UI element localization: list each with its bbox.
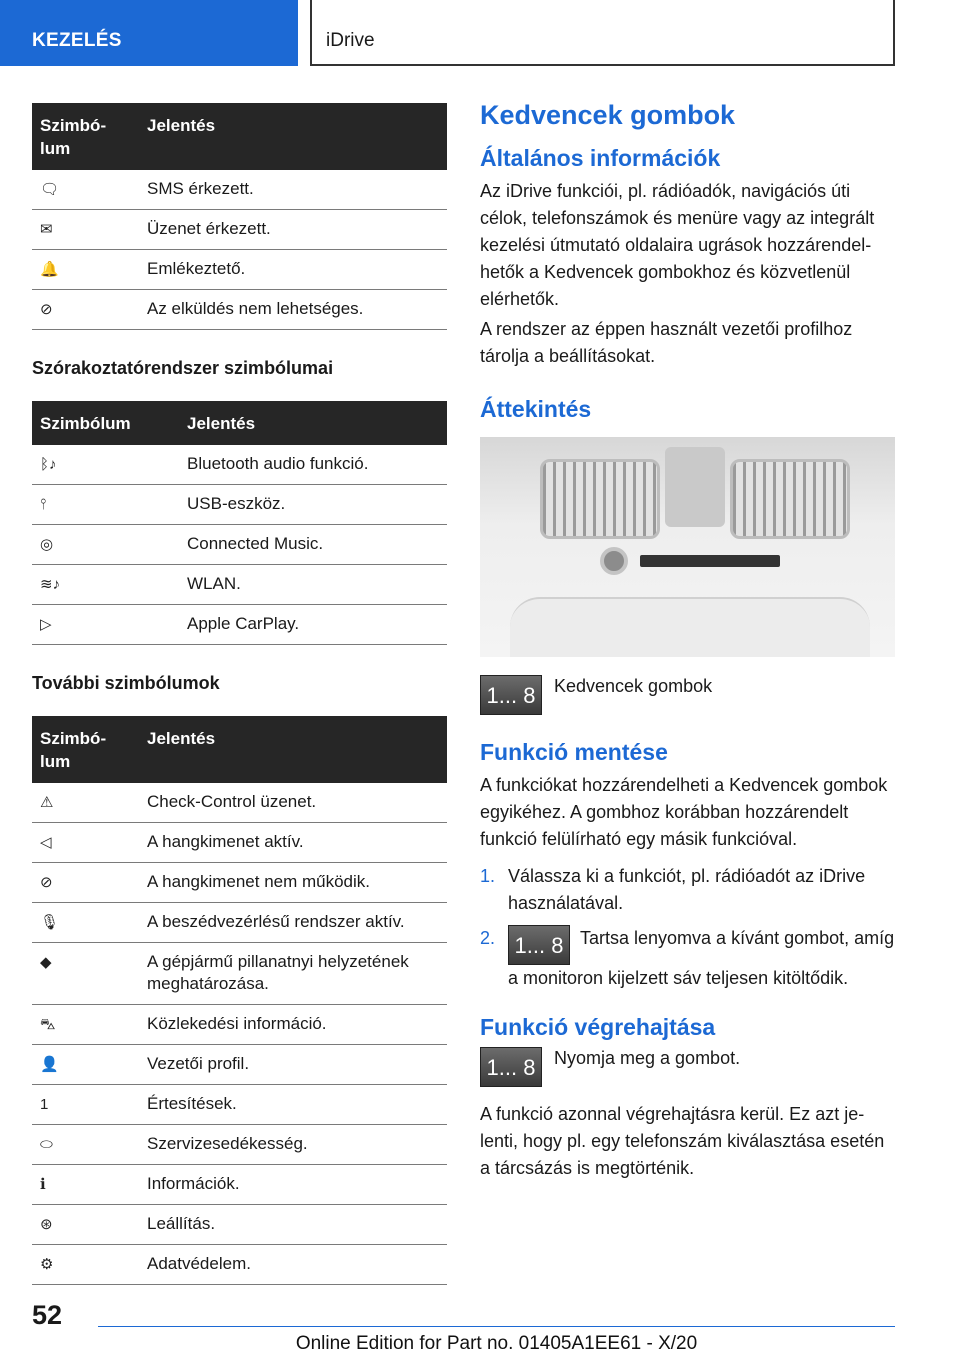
location-icon: ◆ — [40, 954, 52, 971]
table-row — [32, 1085, 447, 1125]
speaker-icon: ◁ — [40, 834, 52, 851]
bell-icon: 🔔 — [40, 261, 59, 278]
dashboard-photo — [480, 437, 895, 657]
favorite-buttons-strip — [640, 555, 780, 567]
meaning-cell: Az elküldés nem lehetséges. — [139, 290, 447, 330]
caption-text: Kedvencek gombok — [554, 676, 713, 696]
meaning-cell: Connected Music. — [179, 525, 447, 565]
connected-music-icon: ◎ — [40, 536, 54, 553]
list-item — [480, 925, 895, 992]
table-row — [32, 485, 447, 525]
table-row — [32, 605, 447, 645]
symbol-cell — [32, 1045, 139, 1085]
meaning-cell: Közlekedési információ. — [139, 1005, 447, 1045]
step-text-wrap — [508, 925, 895, 992]
symbol-cell — [32, 1245, 139, 1285]
meaning-cell: Adatvédelem. — [139, 1245, 447, 1285]
speaker-muted-icon: ⊘ — [40, 874, 53, 891]
table-row — [32, 250, 447, 290]
symbol-table-messages — [32, 103, 447, 330]
symbol-cell — [32, 445, 179, 485]
meaning-cell: A gépjármű pillanatnyi helyzetének meghatározása. — [139, 943, 447, 1005]
table-row — [32, 823, 447, 863]
meaning-cell: Emlékeztető. — [139, 250, 447, 290]
favorite-buttons-icon: 1... 8 — [480, 675, 542, 715]
symbol-cell — [32, 903, 139, 943]
symbol-table-entertainment — [32, 401, 447, 645]
meaning-cell: Információk. — [139, 1165, 447, 1205]
symbol-cell — [32, 1165, 139, 1205]
save-function-heading: Funkció mentése — [480, 739, 668, 765]
execute-caption — [480, 1047, 895, 1087]
table-header-meaning: Jelentés — [179, 401, 447, 445]
send-disabled-icon: ⊘ — [40, 301, 53, 318]
section-header: KEZELÉS — [0, 0, 298, 66]
warning-icon: ⚠ — [40, 794, 54, 811]
favorite-buttons-caption — [480, 675, 895, 715]
meaning-cell: A hangkimenet aktív. — [139, 823, 447, 863]
execute-function-paragraph: A funkció azonnal végrehajtásra kerül. Ez azt jelenti, hogy pl. egy telefonszám kiválasztása esetén a tárcsázás is megtörténik. — [480, 1104, 885, 1178]
symbol-cell — [32, 485, 179, 525]
sms-icon: 🗨 — [40, 181, 60, 198]
table-row — [32, 290, 447, 330]
center-console — [510, 597, 870, 657]
table-row — [32, 1005, 447, 1045]
left-column — [32, 103, 447, 1285]
table-row — [32, 525, 447, 565]
right-column — [480, 100, 895, 1185]
list-item — [480, 863, 895, 917]
general-info-heading: Általános információk — [480, 145, 721, 171]
symbol-cell — [32, 823, 139, 863]
favorite-buttons-icon: 1... 8 — [480, 1047, 542, 1087]
step-number: 1. — [480, 866, 496, 886]
symbol-cell — [32, 605, 179, 645]
execute-function-heading: Funkció végrehajtása — [480, 1014, 716, 1040]
meaning-cell: WLAN. — [179, 565, 447, 605]
overview-heading: Áttekintés — [480, 396, 592, 422]
symbol-cell — [32, 1085, 139, 1125]
symbol-cell — [32, 783, 139, 823]
table-header-meaning: Jelentés — [139, 716, 447, 783]
general-info-paragraph-2: A rendszer az éppen használt vezetői profilhoz tárolja a beállításokat. — [480, 319, 853, 366]
meaning-cell: Bluetooth audio funkció. — [179, 445, 447, 485]
symbol-cell — [32, 210, 139, 250]
symbol-cell — [32, 1205, 139, 1245]
symbol-table-other — [32, 716, 447, 1285]
general-info-paragraph: Az iDrive funkciói, pl. rádióadók, navigációs úti célok, telefonszámok és menüre vagy az integrált kezelési útmutató oldalaira ugrások hozzárendelhetők a Kedvencek gombokhoz és közvetlenül elérhetők. — [480, 181, 875, 309]
symbol-cell — [32, 1125, 139, 1165]
stop-icon: ⊛ — [40, 1216, 53, 1233]
symbol-cell — [32, 943, 139, 1005]
bluetooth-audio-icon: ᛒ♪ — [40, 456, 57, 473]
page-number: 52 — [32, 1300, 63, 1330]
table-row — [32, 783, 447, 823]
entertainment-symbols-heading: Szórakoztatórendszer szimbólumai — [32, 358, 334, 378]
meaning-cell: A beszédvezérlésű rendszer aktív. — [139, 903, 447, 943]
table-row — [32, 565, 447, 605]
table-row — [32, 170, 447, 210]
car-service-icon: ⬭ — [40, 1136, 53, 1153]
symbol-cell — [32, 170, 139, 210]
volume-knob — [600, 547, 628, 575]
meaning-cell: SMS érkezett. — [139, 170, 447, 210]
other-symbols-heading: További szimbólumok — [32, 673, 220, 693]
notification-icon: 1 — [40, 1096, 49, 1113]
save-function-paragraph: A funkciókat hozzárendelheti a Kedvencek gombok egyikéhez. A gombhoz korábban hozzárendelt funkció felülírható egy másik funkcióval. — [480, 775, 888, 849]
table-row — [32, 1125, 447, 1165]
table-row — [32, 445, 447, 485]
meaning-cell: A hangkimenet nem működik. — [139, 863, 447, 903]
save-steps — [480, 863, 895, 992]
symbol-cell — [32, 1005, 139, 1045]
air-vent-left — [540, 459, 660, 539]
table-row — [32, 1165, 447, 1205]
table-header-meaning: Jelentés — [139, 103, 447, 170]
meaning-cell: Apple CarPlay. — [179, 605, 447, 645]
favorite-buttons-icon: 1... 8 — [508, 925, 570, 965]
usb-icon: ⫯ — [40, 496, 47, 513]
table-row — [32, 1205, 447, 1245]
carplay-icon: ▷ — [40, 616, 52, 633]
table-row — [32, 943, 447, 1005]
symbol-cell — [32, 863, 139, 903]
traffic-info-icon: ⛍ — [40, 1016, 56, 1033]
driver-profile-icon: 👤 — [40, 1056, 59, 1073]
table-row — [32, 1045, 447, 1085]
table-header-symbol: Szimbó- lum — [32, 103, 139, 170]
meaning-cell: Értesítések. — [139, 1085, 447, 1125]
chapter-header: iDrive — [310, 0, 895, 66]
symbol-cell — [32, 290, 139, 330]
meaning-cell: USB-eszköz. — [179, 485, 447, 525]
step-text: Tartsa lenyomva a kívánt gombot, amíg a monitoron kijelzett sáv teljesen kitöltődik. — [508, 928, 895, 988]
step-text: Válassza ki a funkciót, pl. rádióadót az iDrive használatával. — [508, 866, 866, 913]
step-number: 2. — [480, 928, 496, 948]
table-row — [32, 210, 447, 250]
page-title: Kedvencek gombok — [480, 100, 736, 130]
symbol-cell — [32, 525, 179, 565]
microphone-icon: 🎙 — [40, 914, 60, 931]
meaning-cell: Szervizesedékesség. — [139, 1125, 447, 1165]
caption-text: Nyomja meg a gombot. — [554, 1048, 741, 1068]
meaning-cell: Vezetői profil. — [139, 1045, 447, 1085]
symbol-cell — [32, 250, 139, 290]
meaning-cell: Check-Control üzenet. — [139, 783, 447, 823]
privacy-icon: ⚙ — [40, 1256, 54, 1273]
footer-edition: Online Edition for Part no. 01405A1EE61 - X/20 — [98, 1326, 895, 1355]
meaning-cell: Üzenet érkezett. — [139, 210, 447, 250]
table-row — [32, 863, 447, 903]
envelope-icon: ✉ — [40, 221, 53, 238]
center-display — [665, 447, 725, 527]
wlan-icon: ≋♪ — [40, 576, 61, 593]
symbol-cell — [32, 565, 179, 605]
meaning-cell: Leállítás. — [139, 1205, 447, 1245]
table-header-symbol: Szimbólum — [32, 401, 179, 445]
air-vent-right — [730, 459, 850, 539]
table-row — [32, 1245, 447, 1285]
table-header-symbol: Szimbó- lum — [32, 716, 139, 783]
info-icon: ℹ — [40, 1176, 46, 1193]
table-row — [32, 903, 447, 943]
